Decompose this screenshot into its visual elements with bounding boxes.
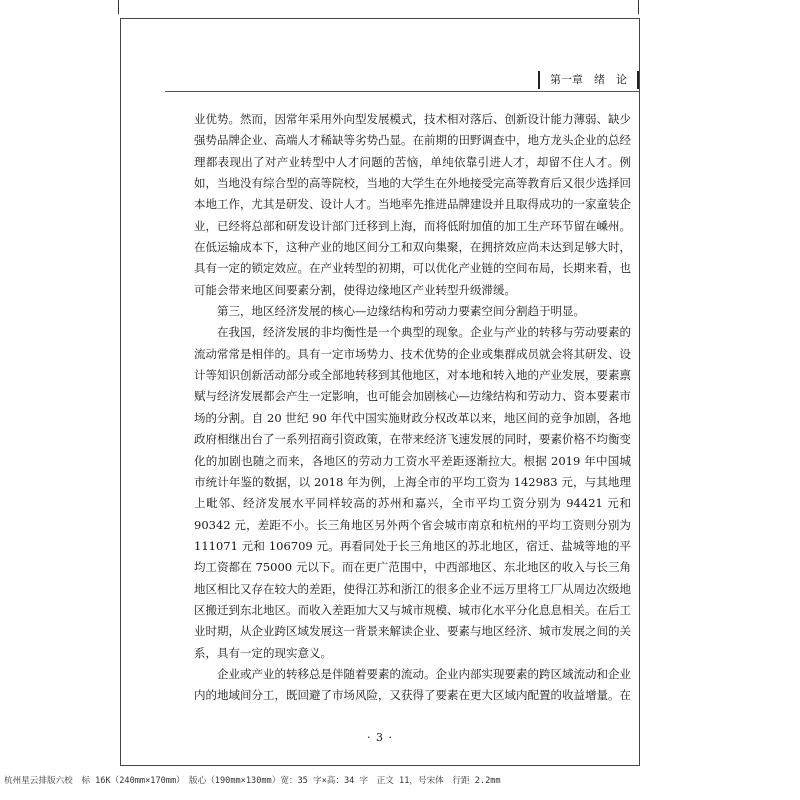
header-rule [165,91,639,92]
paragraph: 企业或产业的转移总是伴随着要素的流动。企业内部实现要素的跨区域流动和企业内的地域间分工，既回避了市场风险，又获得了要素在更大区域内配置的收益增量。在 [194,666,631,703]
body-text [194,109,631,709]
imprint-line: 杭州星云排版六校 标 16K（240mm×170mm） 版心（190mm×130mm）宽：35 字×高：34 字 正文 11，号宋体 行距 2.2mm [4,776,501,786]
paragraph-point-three: 第三，地区经济发展的核心—边缘结构和劳动力要素空间分割趋于明显。 [217,304,585,319]
crop-mark-top-right [638,0,639,14]
running-head: 第一章 绪 论 [538,71,639,89]
page-frame [120,18,640,766]
crop-mark-top-left [118,0,119,14]
page-number: · 3 · [367,731,393,744]
paragraph: 在我国，经济发展的非均衡性是一个典型的现象。企业与产业的转移与劳动要素的流动常常是相伴的。具有一定市场势力、技术优势的企业或集群成员就会将其研发、设计等知识创新活动部分或全部地转移到其他地区，对本地和转入地的产业发展，要素禀赋与经济发展都会产生一定影响，也可能会加剧核心—边缘结构和劳动力、资本要素市场的分割。自 20 世纪 90 年代中国实施财政分权改革以来，地区间的竞争加剧，各地政府相继出台了一系列招商引资政策，在带来经济飞速发展的同时，要素价格不均衡变化的加剧也随之而来，各地区的劳动力工资水平差距逐渐拉大。根据 2019 年中国城市统计年鉴的数据，以 2018 年为例，上海全市的平均工资为 142983 元，与其地理上毗邻、经济发展水平同样较高的苏州和嘉兴，全市平均工资分别为 94421 元和 90342 元，差距不小。长三角地区另外两个省会城市南京和杭州的平均工资则分别为 111071 元和 106709 元。再看同处于长三角地区的苏北地区，宿迁、盐城等地的平均工资都在 75000 元以下。而在更广范围中，中西部地区、东北地区的收入与长三角地区相比又存在较大的差距，使得江苏和浙江的很多企业不远万里将工厂从周边次级地区搬迁到东北地区。而收入差距加大又与城市规模、城市化水平分化息息相关。在后工业时期，从企业跨区域发展这一背景来解读企业、要素与地区经济、城市发展之间的关系，具有一定的现实意义。 [194,325,631,660]
paragraph-continued: 业优势。然而，因常年采用外向型发展模式，技术相对落后、创新设计能力薄弱、缺少强势品牌企业、高端人才稀缺等劣势凸显。在前期的田野调查中，地方龙头企业的总经理都表现出了对产业转型中人才问题的苦恼，单纯依靠引进人才，却留不住人才。例如，当地没有综合型的高等院校，当地的大学生在外地接受完高等教育后又很少选择回本地工作，尤其是研发、设计人才。当地率先推进品牌建设并且取得成功的一家童装企业，已经将总部和研发设计部门迁移到上海，而将低附加值的加工生产环节留在嵊州。在低运输成本下，这种产业的地区间分工和双向集聚，在拥挤效应尚未达到足够大时，具有一定的锁定效应。在产业转型的初期，可以优化产业链的空间布局，长期来看，也可能会带来地区间要素分割，使得边缘地区产业转型升级滞缓。 [194,112,631,297]
